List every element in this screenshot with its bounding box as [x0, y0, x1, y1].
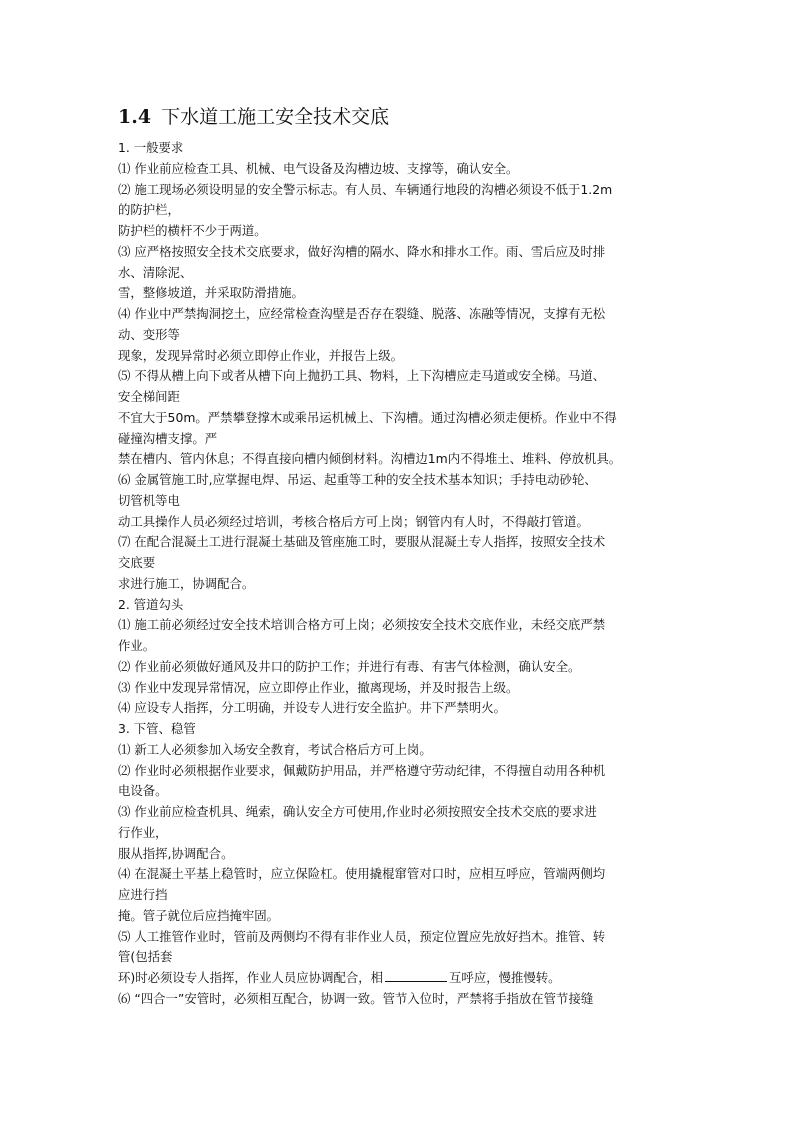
text-line: 禁在槽内、管内休息；不得直接向槽内倾倒材料。沟槽边1m内不得堆土、堆料、停放机具。 — [118, 451, 622, 467]
text-line: ⑸ 不得从槽上向下或者从槽下向上抛扔工具、物料，上下沟槽应走马道或安全梯。马道、 — [118, 368, 606, 384]
text-line: ⑷ 在混凝土平基上稳管时，应立保险杠。使用撬棍窜管对口时，应相互呼应，管端两侧均 — [118, 866, 606, 882]
text-line: 3. 下管、稳管 — [118, 721, 196, 736]
text-line: ⑷ 作业中严禁掏洞挖土，应经常检查沟壁是否存在裂缝、脱落、冻融等情况，支撑有无松 — [118, 306, 606, 321]
text-line: ⑷ 应设专人指挥，分工明确，并设专人进行安全监护。井下严禁明火。 — [118, 700, 507, 716]
text-line: 不宜大于50m。严禁攀登撑木或乘吊运机械上、下沟槽。通过沟槽必须走便桥。作业中不得 — [118, 409, 617, 425]
text-line: ⑹ 金属管施工时,应掌握电焊、吊运、起重等工种的安全技术基本知识；手持电动砂轮、 — [118, 472, 597, 487]
blank-line-after: 互呼应，慢推慢转。 — [449, 970, 561, 985]
section-number: 1.4 — [118, 106, 152, 128]
text-line: ⑶ 作业前应检查机具、绳索，确认安全方可使用,作业时必须按照安全技术交底的要求进 — [118, 804, 597, 819]
text-line: 水、清除泥、 — [118, 264, 193, 280]
text-line: 动、变形等 — [118, 326, 180, 342]
document-page — [118, 100, 684, 1010]
fill-in-blank — [385, 969, 447, 982]
text-line: 动工具操作人员必须经过培训，考核合格后方可上岗；钢管内有人时，不得敲打管道。 — [118, 513, 589, 529]
blank-line-before: 环)时必须设专人指挥，作业人员应协调配合，相 — [118, 970, 384, 985]
text-line: ⑵ 作业前必须做好通风及井口的防护工作；并进行有毒、有害气体检测，确认安全。 — [118, 658, 581, 674]
text-line: ⑴ 作业前应检查工具、机械、电气设备及沟槽边坡、支撑等，确认安全。 — [118, 160, 519, 176]
text-line: 管(包括套 — [118, 949, 173, 965]
text-line: ⑴ 施工前必须经过安全技术培训合格方可上岗；必须按安全技术交底作业，未经交底严禁 — [118, 617, 606, 633]
text-line: 碰撞沟槽支撑。严 — [118, 430, 218, 446]
text-line: ⑸ 人工推管作业时，管前及两侧均不得有非作业人员，预定位置应先放好挡木。推管、转 — [118, 928, 606, 944]
text-line: 防护栏的横杆不少于两道。 — [118, 223, 267, 238]
text-line: 求进行施工，协调配合。 — [118, 575, 255, 591]
text-line: 安全梯间距 — [118, 389, 180, 404]
text-line: 切管机等电 — [118, 492, 180, 508]
text-line: ⑺ 在配合混凝土工进行混凝土基础及管座施工时，要服从混凝土专人指挥，按照安全技术 — [118, 534, 606, 550]
text-line: ⑶ 应严格按照安全技术交底要求，做好沟槽的隔水、降水和排水工作。雨、雪后应及时排 — [118, 243, 606, 259]
text-line: 交底要 — [118, 555, 156, 570]
text-line: 掩。管子就位后应挡掩牢固。 — [118, 907, 280, 923]
text-line-with-blank — [118, 968, 684, 989]
text-line: 服从指挥,协调配合。 — [118, 845, 234, 861]
text-line: 2. 管道勾头 — [118, 596, 184, 612]
text-line: 的防护栏， — [118, 202, 180, 218]
text-line: ⑹ “四合一”安管时，必须相互配合，协调一致。管节入位时，严禁将手指放在管节接缝 — [118, 990, 594, 1006]
text-line: 作业。 — [118, 638, 156, 653]
text-line: ⑵ 施工现场必须设明显的安全警示标志。有人员、车辆通行地段的沟槽必须设不低于1.2m — [118, 181, 613, 197]
text-line: ⑴ 新工人必须参加入场安全教育，考试合格后方可上岗。 — [118, 741, 432, 757]
text-line: ⑵ 作业时必须根据作业要求，佩戴防护用品，并严格遵守劳动纪律，不得擅自动用各种机 — [118, 762, 606, 778]
text-line: ⑶ 作业中发现异常情况，应立即停止作业，撤离现场，并及时报告上级。 — [118, 679, 519, 695]
text-line: 1. 一般要求 — [118, 140, 184, 155]
text-line: 电设备。 — [118, 783, 168, 799]
text-line: 行作业， — [118, 824, 168, 840]
text-line: 现象，发现异常时必须立即停止作业，并报告上级。 — [118, 347, 403, 363]
section-title: 下水道工施工安全技术交底 — [161, 106, 390, 128]
text-line: 雪，整修坡道，并采取防滑措施。 — [118, 285, 304, 301]
section-heading — [118, 100, 684, 134]
text-line: 应进行挡 — [118, 887, 168, 902]
body-text — [118, 138, 684, 1010]
